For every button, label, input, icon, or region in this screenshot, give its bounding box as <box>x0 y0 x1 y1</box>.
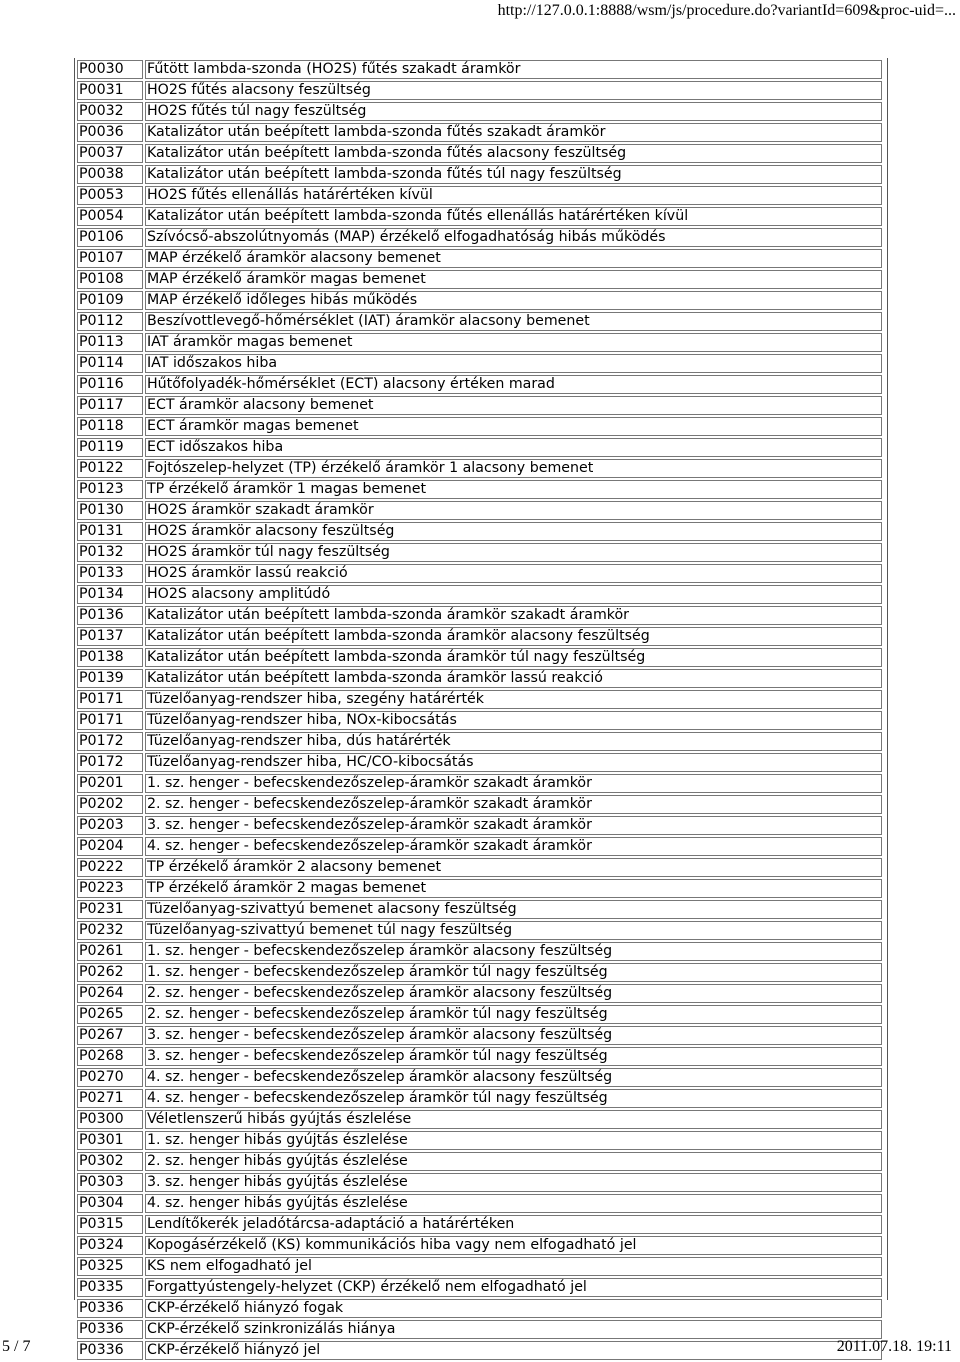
dtc-description-cell: Fűtött lambda-szonda (HO2S) fűtés szakadt áramkör <box>145 60 882 79</box>
dtc-code-cell: P0038 <box>77 165 143 184</box>
dtc-description-cell: MAP érzékelő időleges hibás működés <box>145 291 882 310</box>
table-row <box>77 354 882 373</box>
dtc-description-cell: HO2S áramkör lassú reakció <box>145 564 882 583</box>
dtc-description-cell: Katalizátor után beépített lambda-szonda áramkör alacsony feszültség <box>145 627 882 646</box>
table-row <box>77 1320 882 1339</box>
dtc-description-cell: 1. sz. henger hibás gyújtás észlelése <box>145 1131 882 1150</box>
dtc-code-cell: P0172 <box>77 753 143 772</box>
dtc-description-cell: Tüzelőanyag-szivattyú bemenet alacsony feszültség <box>145 900 882 919</box>
table-row <box>77 102 882 121</box>
dtc-code-cell: P0265 <box>77 1005 143 1024</box>
dtc-code-cell: P0232 <box>77 921 143 940</box>
dtc-description-cell: HO2S fűtés ellenállás határértéken kívül <box>145 186 882 205</box>
dtc-code-cell: P0117 <box>77 396 143 415</box>
dtc-code-cell: P0131 <box>77 522 143 541</box>
dtc-description-cell: CKP-érzékelő hiányzó fogak <box>145 1299 882 1318</box>
dtc-code-cell: P0172 <box>77 732 143 751</box>
table-row <box>77 249 882 268</box>
table-row <box>77 1215 882 1234</box>
page-number: 5 / 7 <box>2 1338 31 1355</box>
dtc-code-cell: P0302 <box>77 1152 143 1171</box>
dtc-description-cell: Katalizátor után beépített lambda-szonda fűtés alacsony feszültség <box>145 144 882 163</box>
table-row <box>77 165 882 184</box>
dtc-code-cell: P0032 <box>77 102 143 121</box>
dtc-description-cell: HO2S fűtés alacsony feszültség <box>145 81 882 100</box>
dtc-description-cell: 4. sz. henger - befecskendezőszelep-áramkör szakadt áramkör <box>145 837 882 856</box>
table-row <box>77 732 882 751</box>
dtc-description-cell: Hűtőfolyadék-hőmérséklet (ECT) alacsony értéken marad <box>145 375 882 394</box>
dtc-description-cell: TP érzékelő áramkör 2 magas bemenet <box>145 879 882 898</box>
table-row <box>77 1152 882 1171</box>
dtc-description-cell: CKP-érzékelő hiányzó jel <box>145 1341 882 1360</box>
dtc-code-cell: P0264 <box>77 984 143 1003</box>
table-row <box>77 1299 882 1318</box>
dtc-code-cell: P0336 <box>77 1299 143 1318</box>
dtc-description-cell: Katalizátor után beépített lambda-szonda fűtés ellenállás határértéken kívül <box>145 207 882 226</box>
dtc-description-cell: ECT áramkör magas bemenet <box>145 417 882 436</box>
dtc-description-cell: 4. sz. henger hibás gyújtás észlelése <box>145 1194 882 1213</box>
dtc-description-cell: Tüzelőanyag-szivattyú bemenet túl nagy feszültség <box>145 921 882 940</box>
dtc-code-cell: P0201 <box>77 774 143 793</box>
dtc-code-cell: P0231 <box>77 900 143 919</box>
table-row <box>77 1089 882 1108</box>
dtc-description-cell: Kopogásérzékelő (KS) kommunikációs hiba vagy nem elfogadható jel <box>145 1236 882 1255</box>
dtc-description-cell: TP érzékelő áramkör 2 alacsony bemenet <box>145 858 882 877</box>
dtc-code-cell: P0118 <box>77 417 143 436</box>
dtc-description-cell: Lendítőkerék jeladótárcsa-adaptáció a határértéken <box>145 1215 882 1234</box>
dtc-code-cell: P0130 <box>77 501 143 520</box>
table-row <box>77 690 882 709</box>
table-row <box>77 921 882 940</box>
table-row <box>77 648 882 667</box>
table-row <box>77 60 882 79</box>
dtc-description-cell: MAP érzékelő áramkör magas bemenet <box>145 270 882 289</box>
dtc-code-cell: P0138 <box>77 648 143 667</box>
table-row <box>77 270 882 289</box>
dtc-table-body <box>77 60 882 1360</box>
dtc-description-cell: Forgattyústengely-helyzet (CKP) érzékelő nem elfogadható jel <box>145 1278 882 1297</box>
dtc-description-cell: HO2S áramkör túl nagy feszültség <box>145 543 882 562</box>
table-row <box>77 795 882 814</box>
dtc-description-cell: 2. sz. henger - befecskendezőszelep áramkör túl nagy feszültség <box>145 1005 882 1024</box>
dtc-table-container <box>74 58 888 1358</box>
dtc-code-cell: P0171 <box>77 690 143 709</box>
table-row <box>77 81 882 100</box>
table-row <box>77 900 882 919</box>
dtc-code-cell: P0133 <box>77 564 143 583</box>
dtc-code-cell: P0031 <box>77 81 143 100</box>
dtc-description-cell: HO2S áramkör alacsony feszültség <box>145 522 882 541</box>
dtc-description-cell: 2. sz. henger hibás gyújtás észlelése <box>145 1152 882 1171</box>
dtc-code-cell: P0037 <box>77 144 143 163</box>
dtc-code-cell: P0315 <box>77 1215 143 1234</box>
dtc-code-cell: P0109 <box>77 291 143 310</box>
dtc-description-cell: 4. sz. henger - befecskendezőszelep áramkör túl nagy feszültség <box>145 1089 882 1108</box>
dtc-code-cell: P0036 <box>77 123 143 142</box>
table-row <box>77 1005 882 1024</box>
dtc-description-cell: HO2S fűtés túl nagy feszültség <box>145 102 882 121</box>
table-row <box>77 501 882 520</box>
dtc-code-cell: P0122 <box>77 459 143 478</box>
dtc-description-cell: CKP-érzékelő szinkronizálás hiánya <box>145 1320 882 1339</box>
table-row <box>77 879 882 898</box>
dtc-code-cell: P0268 <box>77 1047 143 1066</box>
dtc-description-cell: 3. sz. henger - befecskendezőszelep-áramkör szakadt áramkör <box>145 816 882 835</box>
table-row <box>77 228 882 247</box>
table-row <box>77 522 882 541</box>
table-row <box>77 585 882 604</box>
dtc-description-cell: TP érzékelő áramkör 1 magas bemenet <box>145 480 882 499</box>
dtc-description-cell: ECT áramkör alacsony bemenet <box>145 396 882 415</box>
dtc-description-cell: Tüzelőanyag-rendszer hiba, NOx-kibocsátás <box>145 711 882 730</box>
dtc-code-cell: P0116 <box>77 375 143 394</box>
dtc-code-cell: P0112 <box>77 312 143 331</box>
table-row <box>77 144 882 163</box>
dtc-code-cell: P0303 <box>77 1173 143 1192</box>
dtc-description-cell: Katalizátor után beépített lambda-szonda áramkör szakadt áramkör <box>145 606 882 625</box>
table-row <box>77 186 882 205</box>
table-row <box>77 333 882 352</box>
dtc-code-cell: P0106 <box>77 228 143 247</box>
table-row <box>77 774 882 793</box>
dtc-code-cell: P0107 <box>77 249 143 268</box>
table-row <box>77 459 882 478</box>
table-row <box>77 963 882 982</box>
dtc-code-cell: P0030 <box>77 60 143 79</box>
dtc-description-cell: HO2S áramkör szakadt áramkör <box>145 501 882 520</box>
dtc-description-cell: IAT áramkör magas bemenet <box>145 333 882 352</box>
table-row <box>77 396 882 415</box>
dtc-code-cell: P0113 <box>77 333 143 352</box>
dtc-code-cell: P0108 <box>77 270 143 289</box>
dtc-description-cell: Tüzelőanyag-rendszer hiba, dús határérték <box>145 732 882 751</box>
table-row <box>77 1173 882 1192</box>
dtc-description-cell: 2. sz. henger - befecskendezőszelep áramkör alacsony feszültség <box>145 984 882 1003</box>
table-row <box>77 1341 882 1360</box>
table-row <box>77 564 882 583</box>
dtc-code-cell: P0270 <box>77 1068 143 1087</box>
dtc-code-cell: P0054 <box>77 207 143 226</box>
table-row <box>77 312 882 331</box>
print-datetime: 2011.07.18. 19:11 <box>836 1338 952 1355</box>
dtc-code-cell: P0171 <box>77 711 143 730</box>
table-row <box>77 606 882 625</box>
dtc-description-cell: 1. sz. henger - befecskendezőszelep áramkör túl nagy feszültség <box>145 963 882 982</box>
table-row <box>77 1110 882 1129</box>
table-row <box>77 480 882 499</box>
dtc-code-cell: P0137 <box>77 627 143 646</box>
dtc-code-cell: P0271 <box>77 1089 143 1108</box>
dtc-description-cell: Tüzelőanyag-rendszer hiba, szegény határérték <box>145 690 882 709</box>
dtc-code-cell: P0053 <box>77 186 143 205</box>
dtc-code-cell: P0123 <box>77 480 143 499</box>
dtc-description-cell: 4. sz. henger - befecskendezőszelep áramkör alacsony feszültség <box>145 1068 882 1087</box>
dtc-code-cell: P0204 <box>77 837 143 856</box>
table-row <box>77 942 882 961</box>
dtc-description-cell: Véletlenszerű hibás gyújtás észlelése <box>145 1110 882 1129</box>
dtc-code-cell: P0262 <box>77 963 143 982</box>
dtc-code-cell: P0336 <box>77 1320 143 1339</box>
dtc-description-cell: 2. sz. henger - befecskendezőszelep-áramkör szakadt áramkör <box>145 795 882 814</box>
dtc-code-cell: P0223 <box>77 879 143 898</box>
table-row <box>77 1194 882 1213</box>
dtc-code-cell: P0136 <box>77 606 143 625</box>
table-row <box>77 1026 882 1045</box>
table-row <box>77 1236 882 1255</box>
table-row <box>77 984 882 1003</box>
table-row <box>77 816 882 835</box>
dtc-code-cell: P0134 <box>77 585 143 604</box>
dtc-description-cell: ECT időszakos hiba <box>145 438 882 457</box>
dtc-description-cell: Fojtószelep-helyzet (TP) érzékelő áramkör 1 alacsony bemenet <box>145 459 882 478</box>
dtc-code-cell: P0132 <box>77 543 143 562</box>
dtc-description-cell: 1. sz. henger - befecskendezőszelep áramkör alacsony feszültség <box>145 942 882 961</box>
dtc-description-cell: KS nem elfogadható jel <box>145 1257 882 1276</box>
table-row <box>77 1278 882 1297</box>
dtc-code-cell: P0203 <box>77 816 143 835</box>
dtc-description-cell: IAT időszakos hiba <box>145 354 882 373</box>
table-row <box>77 711 882 730</box>
table-row <box>77 858 882 877</box>
table-row <box>77 1068 882 1087</box>
table-row <box>77 291 882 310</box>
dtc-description-cell: 3. sz. henger - befecskendezőszelep áramkör alacsony feszültség <box>145 1026 882 1045</box>
dtc-description-cell: 1. sz. henger - befecskendezőszelep-áramkör szakadt áramkör <box>145 774 882 793</box>
table-row <box>77 1131 882 1150</box>
dtc-code-cell: P0324 <box>77 1236 143 1255</box>
url-header: http://127.0.0.1:8888/wsm/js/procedure.do?variantId=609&proc-uid=... <box>497 2 956 19</box>
dtc-description-cell: Katalizátor után beépített lambda-szonda áramkör lassú reakció <box>145 669 882 688</box>
dtc-code-cell: P0261 <box>77 942 143 961</box>
dtc-code-cell: P0119 <box>77 438 143 457</box>
dtc-code-cell: P0202 <box>77 795 143 814</box>
dtc-description-cell: Katalizátor után beépített lambda-szonda áramkör túl nagy feszültség <box>145 648 882 667</box>
dtc-code-cell: P0114 <box>77 354 143 373</box>
table-row <box>77 753 882 772</box>
dtc-code-cell: P0139 <box>77 669 143 688</box>
table-row <box>77 417 882 436</box>
table-row <box>77 123 882 142</box>
table-row <box>77 543 882 562</box>
table-row <box>77 1047 882 1066</box>
table-row <box>77 669 882 688</box>
table-row <box>77 207 882 226</box>
dtc-description-cell: 3. sz. henger hibás gyújtás észlelése <box>145 1173 882 1192</box>
dtc-code-cell: P0335 <box>77 1278 143 1297</box>
dtc-code-cell: P0336 <box>77 1341 143 1360</box>
table-row <box>77 375 882 394</box>
dtc-description-cell: Beszívottlevegő-hőmérséklet (IAT) áramkör alacsony bemenet <box>145 312 882 331</box>
table-row <box>77 438 882 457</box>
table-row <box>77 1257 882 1276</box>
dtc-description-cell: Szívócső-abszolútnyomás (MAP) érzékelő elfogadhatóság hibás működés <box>145 228 882 247</box>
table-row <box>77 627 882 646</box>
table-row <box>77 837 882 856</box>
dtc-description-cell: HO2S alacsony amplitúdó <box>145 585 882 604</box>
dtc-table <box>75 58 884 1362</box>
dtc-code-cell: P0267 <box>77 1026 143 1045</box>
dtc-description-cell: Katalizátor után beépített lambda-szonda fűtés szakadt áramkör <box>145 123 882 142</box>
dtc-code-cell: P0222 <box>77 858 143 877</box>
dtc-description-cell: MAP érzékelő áramkör alacsony bemenet <box>145 249 882 268</box>
dtc-code-cell: P0300 <box>77 1110 143 1129</box>
dtc-description-cell: Tüzelőanyag-rendszer hiba, HC/CO-kibocsátás <box>145 753 882 772</box>
dtc-description-cell: Katalizátor után beépített lambda-szonda fűtés túl nagy feszültség <box>145 165 882 184</box>
dtc-code-cell: P0301 <box>77 1131 143 1150</box>
dtc-description-cell: 3. sz. henger - befecskendezőszelep áramkör túl nagy feszültség <box>145 1047 882 1066</box>
dtc-code-cell: P0304 <box>77 1194 143 1213</box>
dtc-code-cell: P0325 <box>77 1257 143 1276</box>
